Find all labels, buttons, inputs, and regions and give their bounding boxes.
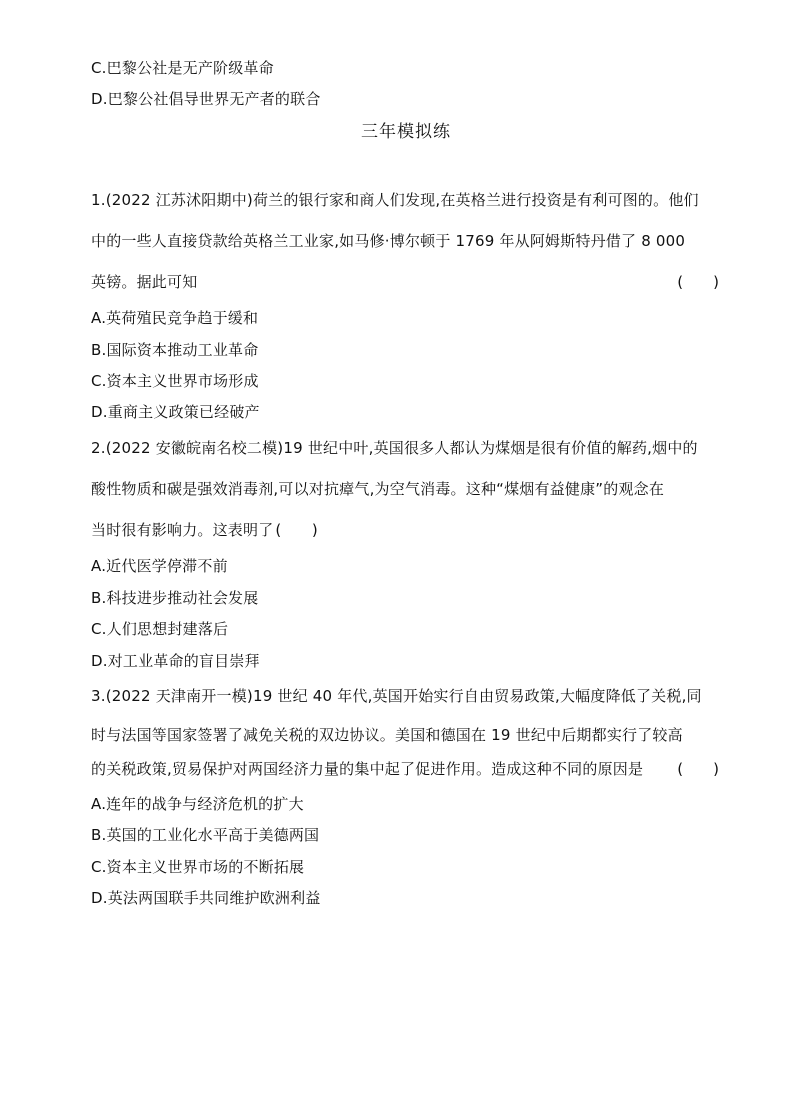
q1-option-d[interactable]: D.重商主义政策已经破产 [91, 403, 260, 421]
q3-option-a[interactable]: A.连年的战争与经济危机的扩大 [91, 795, 304, 813]
q2-stem-line-2: 酸性物质和碳是强效消毒剂,可以对抗瘴气,为空气消毒。这种“煤烟有益健康”的观念在 [91, 480, 665, 498]
q3-option-b[interactable]: B.英国的工业化水平高于美德两国 [91, 826, 320, 844]
q3-answer-paren[interactable]: ( ) [677, 760, 719, 778]
q3-stem-line-2: 时与法国等国家签署了减免关税的双边协议。美国和德国在 19 世纪中后期都实行了较高 [91, 726, 683, 744]
q2-stem-line-3 [91, 520, 719, 540]
q3-stem-line-1: 3.(2022 天津南开一模)19 世纪 40 年代,英国开始实行自由贸易政策,大幅度降低了关税,同 [91, 687, 702, 705]
q1-answer-paren[interactable]: ( ) [677, 273, 719, 291]
q2-stem-text: 当时很有影响力。这表明了 [91, 521, 274, 539]
q3-option-c[interactable]: C.资本主义世界市场的不断拓展 [91, 858, 305, 876]
section-title: 三年模拟练 [361, 122, 451, 142]
prev-option-d: D.巴黎公社倡导世界无产者的联合 [91, 90, 321, 108]
q1-stem-line-1: 1.(2022 江苏沭阳期中)荷兰的银行家和商人们发现,在英格兰进行投资是有利可图的。他们 [91, 191, 699, 209]
q2-option-d[interactable]: D.对工业革命的盲目崇拜 [91, 652, 260, 670]
q2-stem-line-1: 2.(2022 安徽皖南名校二模)19 世纪中叶,英国很多人都认为煤烟是很有价值的解药,烟中的 [91, 439, 698, 457]
q1-stem-line-2: 中的一些人直接贷款给英格兰工业家,如马修·博尔顿于 1769 年从阿姆斯特丹借了 8 000 [91, 232, 686, 250]
q3-option-d[interactable]: D.英法两国联手共同维护欧洲利益 [91, 889, 321, 907]
q1-stem-line-3: 英镑。据此可知 [91, 273, 198, 291]
q2-answer-paren[interactable]: ( ) [275, 521, 318, 539]
q1-option-b[interactable]: B.国际资本推动工业革命 [91, 341, 259, 359]
q3-stem-line-3: 的关税政策,贸易保护对两国经济力量的集中起了促进作用。造成这种不同的原因是 [91, 760, 644, 778]
q2-option-c[interactable]: C.人们思想封建落后 [91, 620, 229, 638]
prev-option-c: C.巴黎公社是无产阶级革命 [91, 59, 274, 77]
q1-option-c[interactable]: C.资本主义世界市场形成 [91, 372, 259, 390]
q1-option-a[interactable]: A.英荷殖民竞争趋于缓和 [91, 309, 259, 327]
q2-option-b[interactable]: B.科技进步推动社会发展 [91, 589, 259, 607]
q2-option-a[interactable]: A.近代医学停滞不前 [91, 557, 228, 575]
